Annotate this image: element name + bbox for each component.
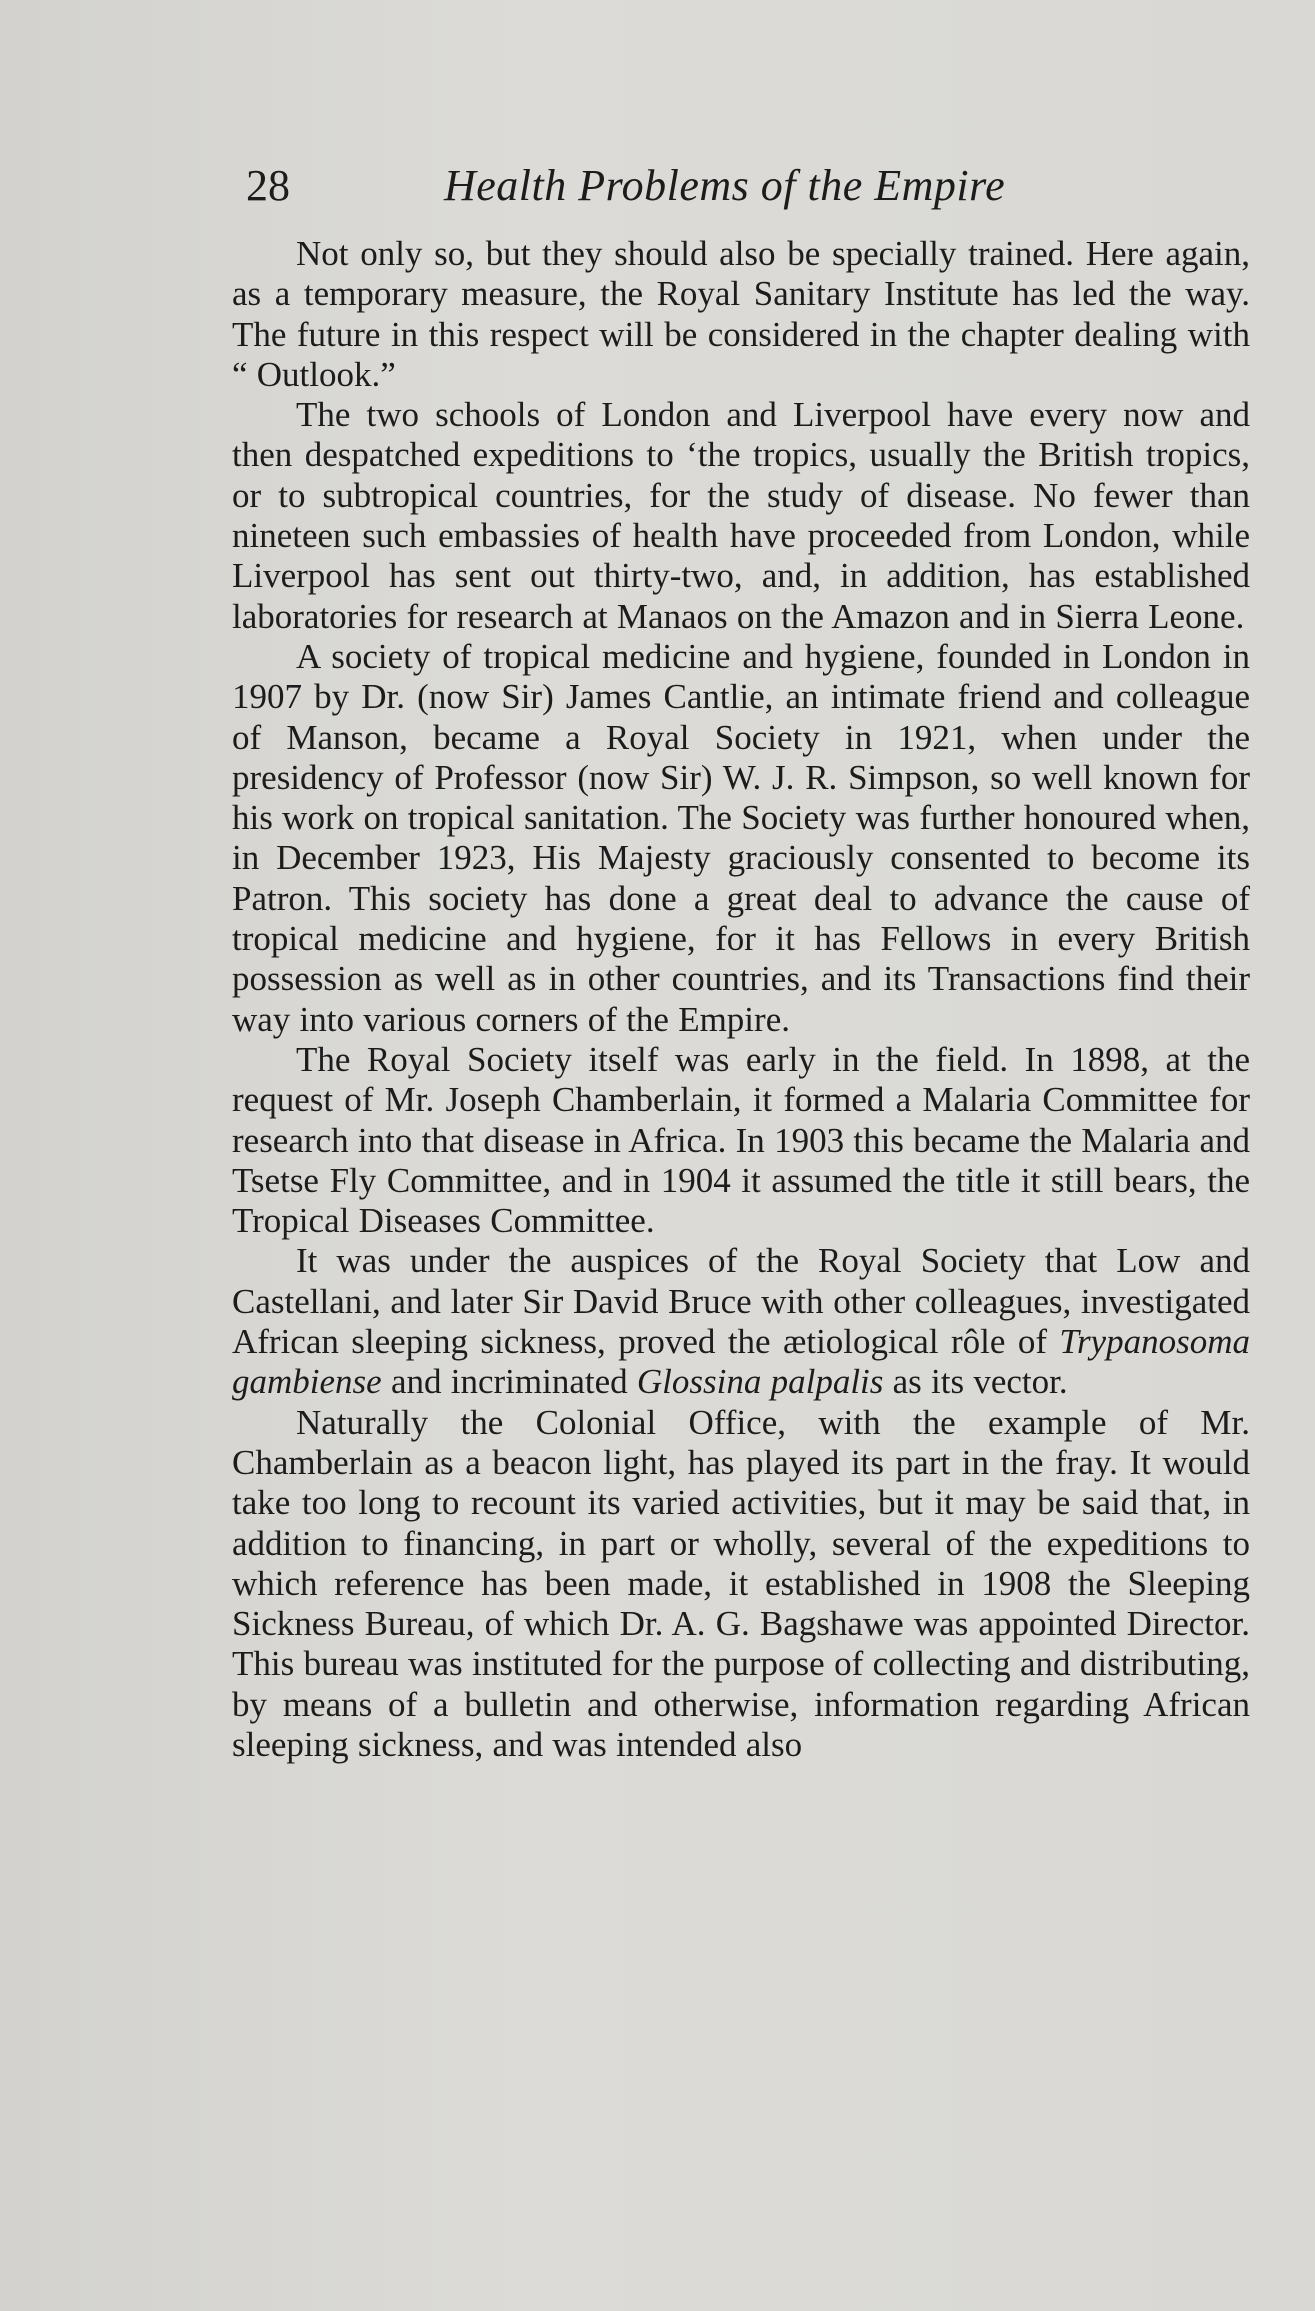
body-text [232, 234, 1250, 1765]
page-number: 28 [246, 161, 290, 210]
paragraph-1: Not only so, but they should also be specially trained. Here again, as a temporary measure, the Royal Sanitary Institute has led the way. The future in this respect will be considered in the chapter dealing with “ Outlook.” [232, 234, 1250, 394]
running-head [232, 150, 1250, 222]
paragraph-5-text-3: as its vector. [883, 1362, 1068, 1402]
species-name-trypanosoma: Trypanosoma gambiense [232, 1322, 1250, 1402]
book-page [232, 150, 1250, 1765]
paragraph-5-text-1: It was under the auspices of the Royal Society that Low and Castellani, and later Sir David Bruce with other colleagues, investigated African sleeping sickness, proved the ætiological rôle of [232, 1241, 1250, 1362]
paragraph-5-text-2: and incriminated [381, 1362, 637, 1402]
paragraph-6: Naturally the Colonial Office, with the example of Mr. Chamberlain as a beacon light, has played its part in the fray. It would take too long to recount its varied activities, but it may be said that, in addition to financing, in part or wholly, several of the expeditions to which reference has been made, it established in 1908 the Sleeping Sickness Bureau, of which Dr. A. G. Bagshawe was appointed Director. This bureau was instituted for the purpose of collecting and distributing, by means of a bulletin and otherwise, information regarding African sleeping sickness, and was intended also [232, 1402, 1250, 1764]
paragraph-3: A society of tropical medicine and hygiene, founded in London in 1907 by Dr. (now Sir) James Cantlie, an intimate friend and colleague of Manson, became a Royal Society in 1921, when under the presidency of Professor (now Sir) W. J. R. Simpson, so well known for his work on tropical sanitation. The Society was further honoured when, in December 1923, His Majesty graciously consented to become its Patron. This society has done a great deal to advance the cause of tropical medicine and hygiene, for it has Fellows in every British possession as well as in other countries, and its Transactions find their way into various corners of the Empire. [232, 636, 1250, 1039]
species-name-glossina: Glossina palpalis [636, 1362, 884, 1402]
running-title: Health Problems of the Empire [444, 161, 1006, 210]
paragraph-2: The two schools of London and Liverpool have every now and then despatched expeditions to ‘the tropics, usually the British tropics, or to subtropical countries, for the study of disease. No fewer than nineteen such embassies of health have proceeded from London, while Liverpool has sent out thirty-two, and, in addition, has established laboratories for research at Manaos on the Amazon and in Sierra Leone. [232, 395, 1250, 636]
paragraph-4: The Royal Society itself was early in the field. In 1898, at the request of Mr. Joseph Chamberlain, it formed a Malaria Committee for research into that disease in Africa. In 1903 this became the Malaria and Tsetse Fly Committee, and in 1904 it assumed the title it still bears, the Tropical Diseases Committee. [232, 1039, 1250, 1241]
paragraph-5 [232, 1241, 1250, 1402]
